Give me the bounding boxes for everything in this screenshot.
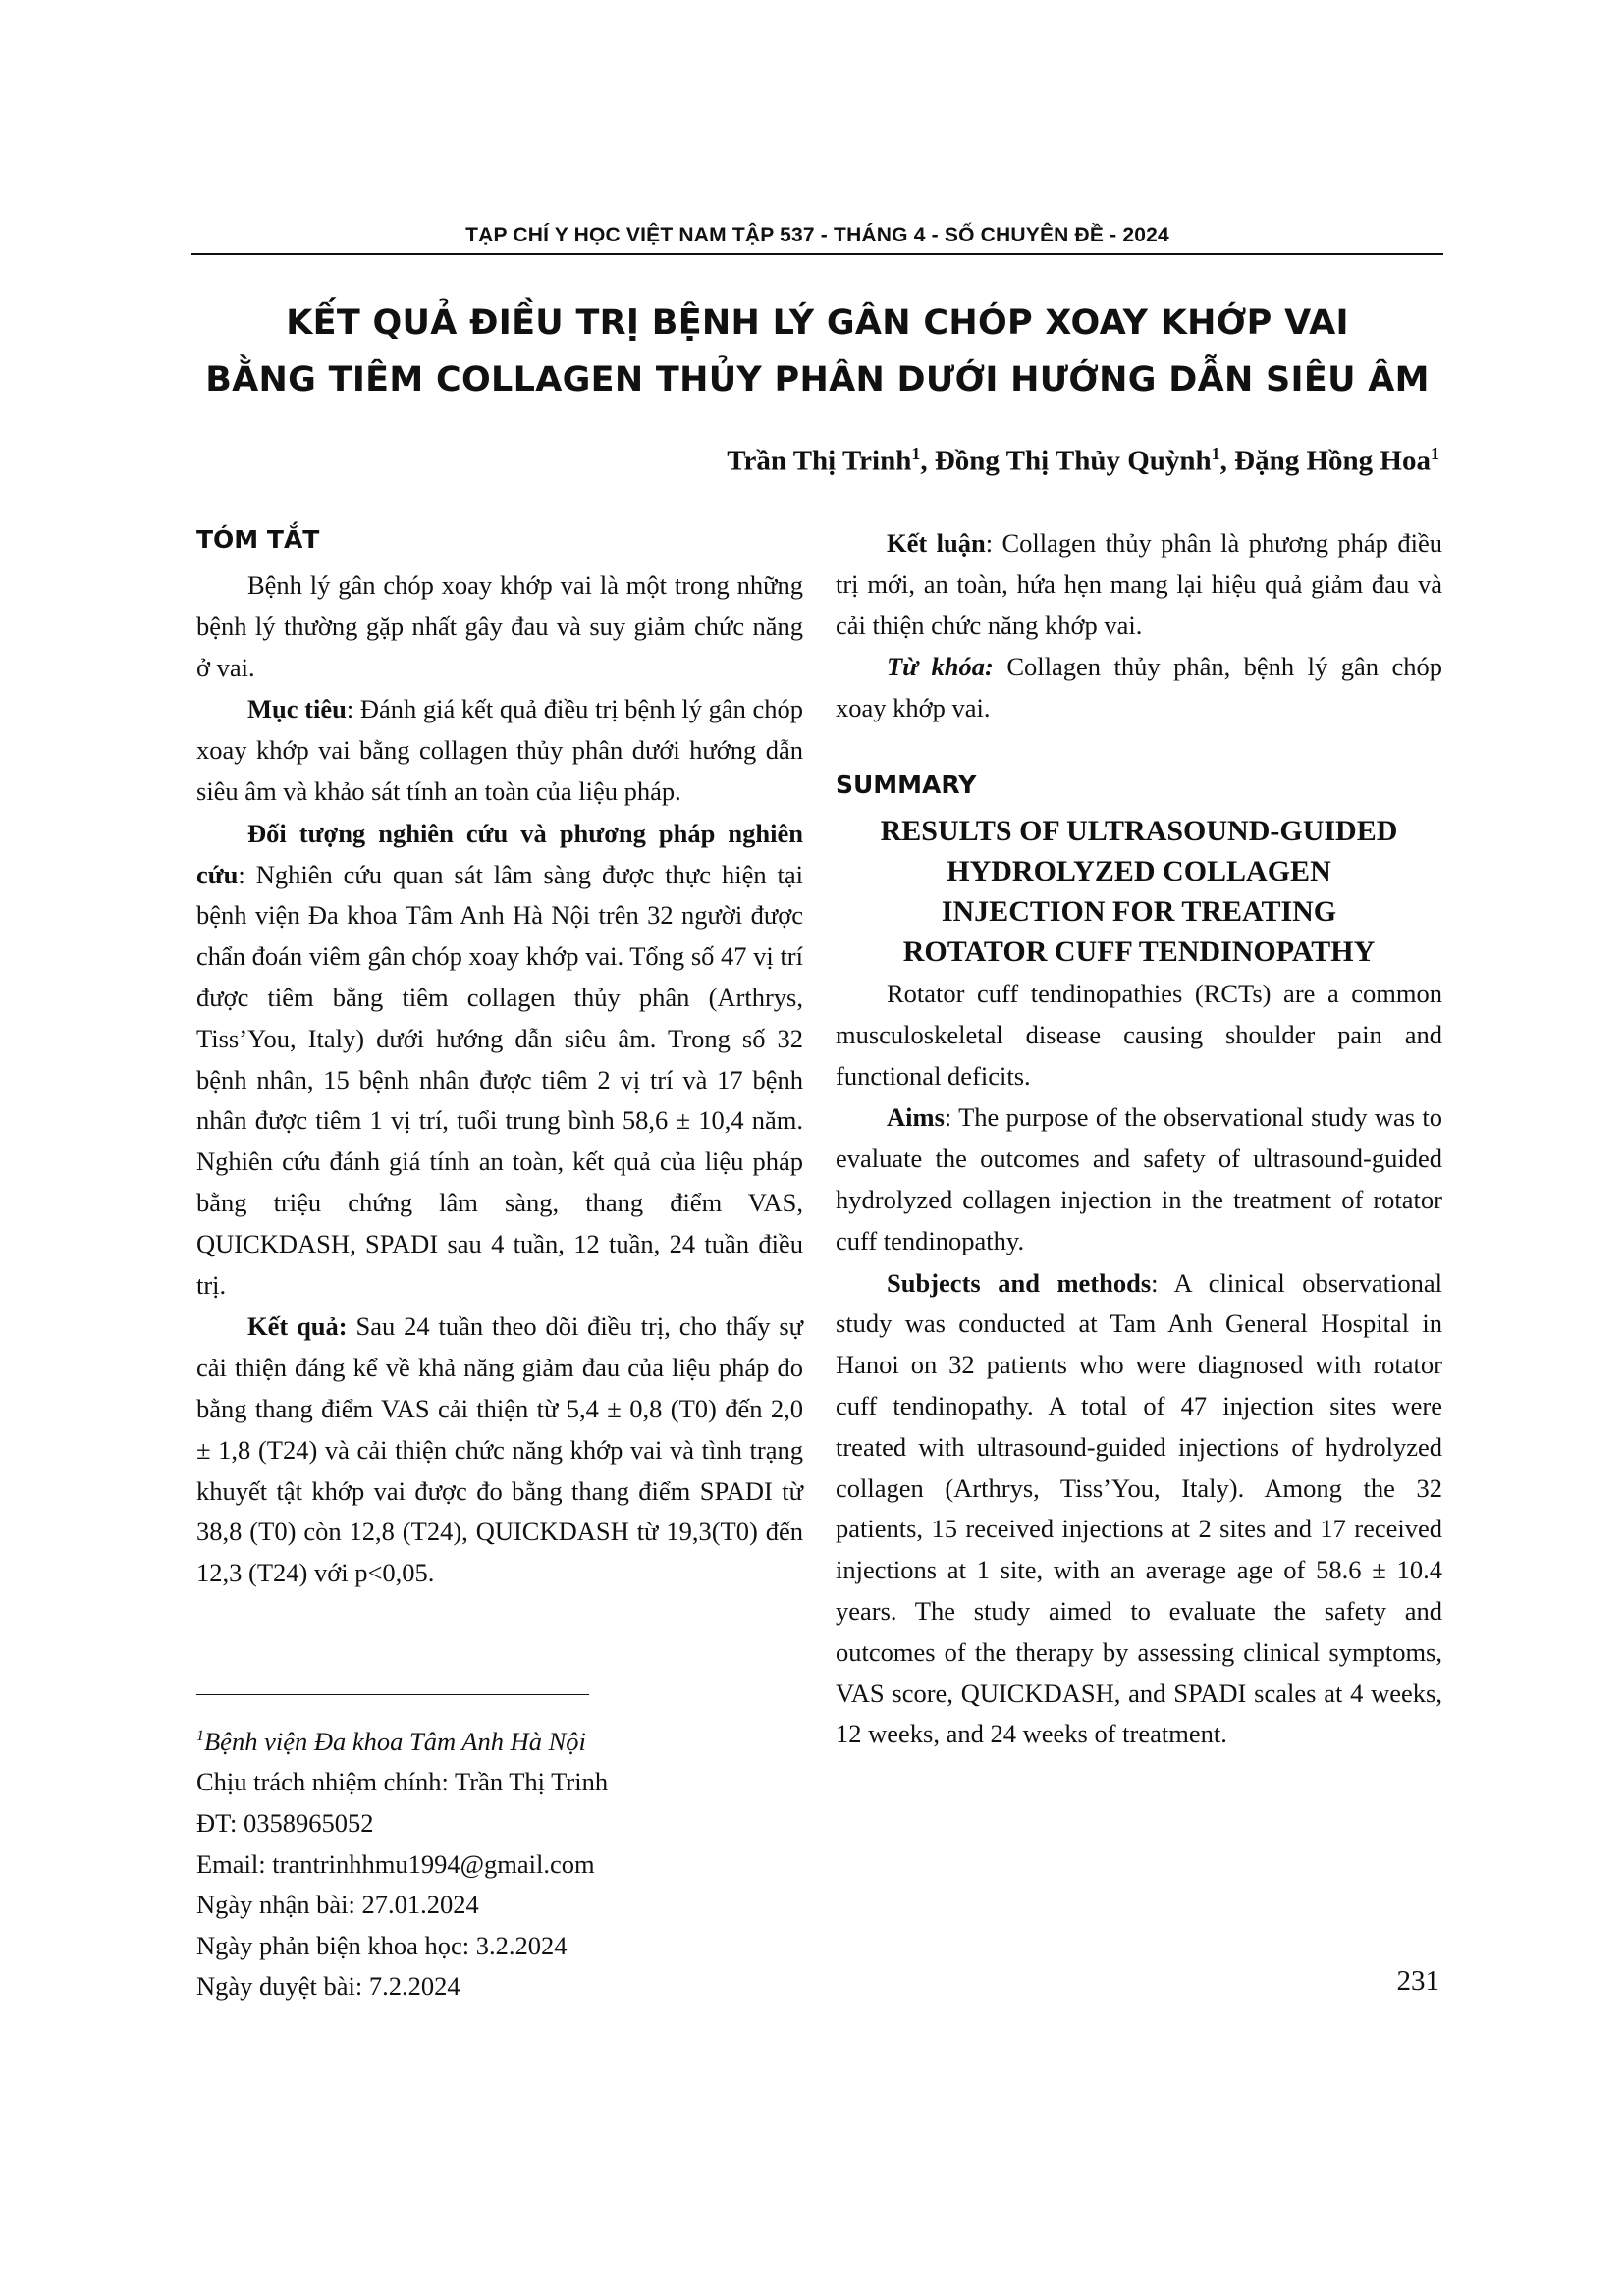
footnote-accepted: Ngày duyệt bài: 7.2.2024 [196, 1971, 460, 2002]
running-head: TẠP CHÍ Y HỌC VIỆT NAM TẬP 537 - THÁNG 4 - SỐ CHUYÊN ĐỀ - 2024 [465, 224, 1169, 246]
aims-label: Aims [887, 1102, 945, 1133]
affiliation-mark: 1 [196, 1728, 204, 1744]
summary-aims [836, 1097, 1442, 1261]
summary-title-line-3: INJECTION FOR TREATING [941, 894, 1337, 928]
summary-title-line-4: ROTATOR CUFF TENDINOPATHY [902, 934, 1376, 968]
methods-text: : Nghiên cứu quan sát lâm sàng được thực hiện tại bệnh viện Đa khoa Tâm Anh Hà Nội trên 32 người được chẩn đoán viêm gân chóp xoay khớp vai. Tổng số 47 vị trí được tiêm bằng tiêm collagen thủy phân (Arthrys, Tiss’You, Italy) dưới hướng dẫn siêu âm. Trong số 32 bệnh nhân, 15 bệnh nhân được tiêm 2 vị trí và 17 bệnh nhân được tiêm 1 vị trí, tuổi trung bình 58,6 ± 10,4 năm. Nghiên cứu đánh giá tính an toàn, kết quả của liệu pháp bằng triệu chứng lâm sàng, thang điểm VAS, QUICKDASH, SPADI sau 4 tuần, 12 tuần, 24 tuần điều trị. [196, 859, 803, 1300]
footnote-reviewed: Ngày phản biện khoa học: 3.2.2024 [196, 1930, 568, 1960]
author-2: Đồng Thị Thủy Quỳnh [934, 445, 1212, 477]
aim-text: : Đánh giá kết quả điều trị bệnh lý gân chóp xoay khớp vai bằng collagen thủy phân dưới hướng dẫn siêu âm và khảo sát tính an toàn của liệu pháp. [196, 694, 803, 806]
footnotes [196, 1716, 805, 2007]
abstract-aim [196, 689, 803, 812]
author-1-mark: 1 [911, 444, 921, 463]
conclusion-label: Kết luận [887, 528, 986, 558]
footnote-received: Ngày nhận bài: 27.01.2024 [196, 1890, 479, 1920]
aim-label: Mục tiêu [247, 694, 347, 724]
summary-methods [836, 1263, 1442, 1756]
author-list [727, 444, 1439, 478]
summary-title [836, 811, 1442, 972]
left-column [196, 520, 803, 1595]
footnote-affiliation [196, 1716, 805, 1762]
abstract-results [196, 1307, 803, 1594]
results-label: Kết quả: [247, 1311, 348, 1342]
author-3: Đặng Hồng Hoa [1234, 445, 1431, 477]
article-title [191, 294, 1443, 408]
footnote-phone: ĐT: 0358965052 [196, 1808, 374, 1839]
footnote-rule [196, 1694, 589, 1695]
author-3-mark: 1 [1431, 444, 1439, 463]
abstract-heading: TÓM TẮT [196, 525, 320, 554]
author-sep: , [1219, 445, 1235, 477]
page-number: 231 [1396, 1965, 1439, 1997]
summary-methods-text: : A clinical observational study was conducted at Tam Anh General Hospital in Hanoi on 32 patients who were diagnosed with rotator cuff tendinopathy. A total of 47 injection sites were treated with ultrasound-guided injections of hydrolyzed collagen (Arthrys, Tiss’You, Italy). Among the 32 patients, 15 received injections at 2 sites and 17 received injections at 1 site, with an average age of 58.6 ± 10.4 years. The study aimed to evaluate the safety and outcomes of the therapy by assessing clinical symptoms, VAS score, QUICKDASH, and SPADI scales at 4 weeks, 12 weeks, and 24 weeks of treatment. [836, 1267, 1442, 1749]
title-line-2: BẰNG TIÊM COLLAGEN THỦY PHÂN DƯỚI HƯỚNG DẪN SIÊU ÂM [205, 360, 1430, 400]
aims-text: : The purpose of the observational study was to evaluate the outcomes and safety of ultrasound-guided hydrolyzed collagen injection in the treatment of rotator cuff tendinopathy. [836, 1102, 1442, 1255]
header-rule [191, 253, 1443, 255]
author-1: Trần Thị Trinh [727, 445, 912, 477]
abstract-conclusion [836, 523, 1442, 646]
author-2-mark: 1 [1211, 444, 1220, 463]
keywords-text: Collagen thủy phân, bệnh lý gân chóp xoay khớp vai. [836, 652, 1442, 723]
title-line-1: KẾT QUẢ ĐIỀU TRỊ BỆNH LÝ GÂN CHÓP XOAY KHỚP VAI [286, 303, 1349, 343]
abstract-methods [196, 814, 803, 1307]
footnote-corresponding: Chịu trách nhiệm chính: Trần Thị Trinh [196, 1767, 609, 1797]
summary-intro: Rotator cuff tendinopathies (RCTs) are a common musculoskeletal disease causing shoulder pain and functional deficits. [836, 978, 1442, 1091]
summary-heading: SUMMARY [836, 770, 977, 799]
abstract-keywords [836, 647, 1442, 729]
affiliation-text: Bệnh viện Đa khoa Tâm Anh Hà Nội [204, 1726, 586, 1756]
summary-title-line-2: HYDROLYZED COLLAGEN [947, 854, 1331, 887]
results-text: Sau 24 tuần theo dõi điều trị, cho thấy sự cải thiện đáng kể về khả năng giảm đau của liệu pháp đo bằng thang điểm VAS cải thiện từ 5,4 ± 0,8 (T0) đến 2,0 ± 1,8 (T24) và cải thiện chức năng khớp vai và tình trạng khuyết tật khớp vai được đo bằng thang điểm SPADI từ 38,8 (T0) còn 12,8 (T24), QUICKDASH từ 19,3(T0) đến 12,3 (T24) với p<0,05. [196, 1311, 803, 1588]
summary-methods-label: Subjects and methods [887, 1267, 1152, 1298]
conclusion-text: : Collagen thủy phân là phương pháp điều trị mới, an toàn, hứa hẹn mang lại hiệu quả giảm đau và cải thiện chức năng khớp vai. [836, 528, 1442, 640]
keywords-label: Từ khóa: [887, 652, 994, 682]
methods-label: Đối tượng nghiên cứu và phương pháp nghiên cứu [196, 818, 803, 889]
author-sep: , [920, 445, 935, 477]
abstract-intro: Bệnh lý gân chóp xoay khớp vai là một trong những bệnh lý thường gặp nhất gây đau và suy giảm chức năng ở vai. [196, 570, 803, 682]
summary-title-line-1: RESULTS OF ULTRASOUND-GUIDED [880, 814, 1398, 847]
footnote-email: Email: trantrinhhmu1994@gmail.com [196, 1848, 595, 1879]
right-column [836, 523, 1442, 1756]
